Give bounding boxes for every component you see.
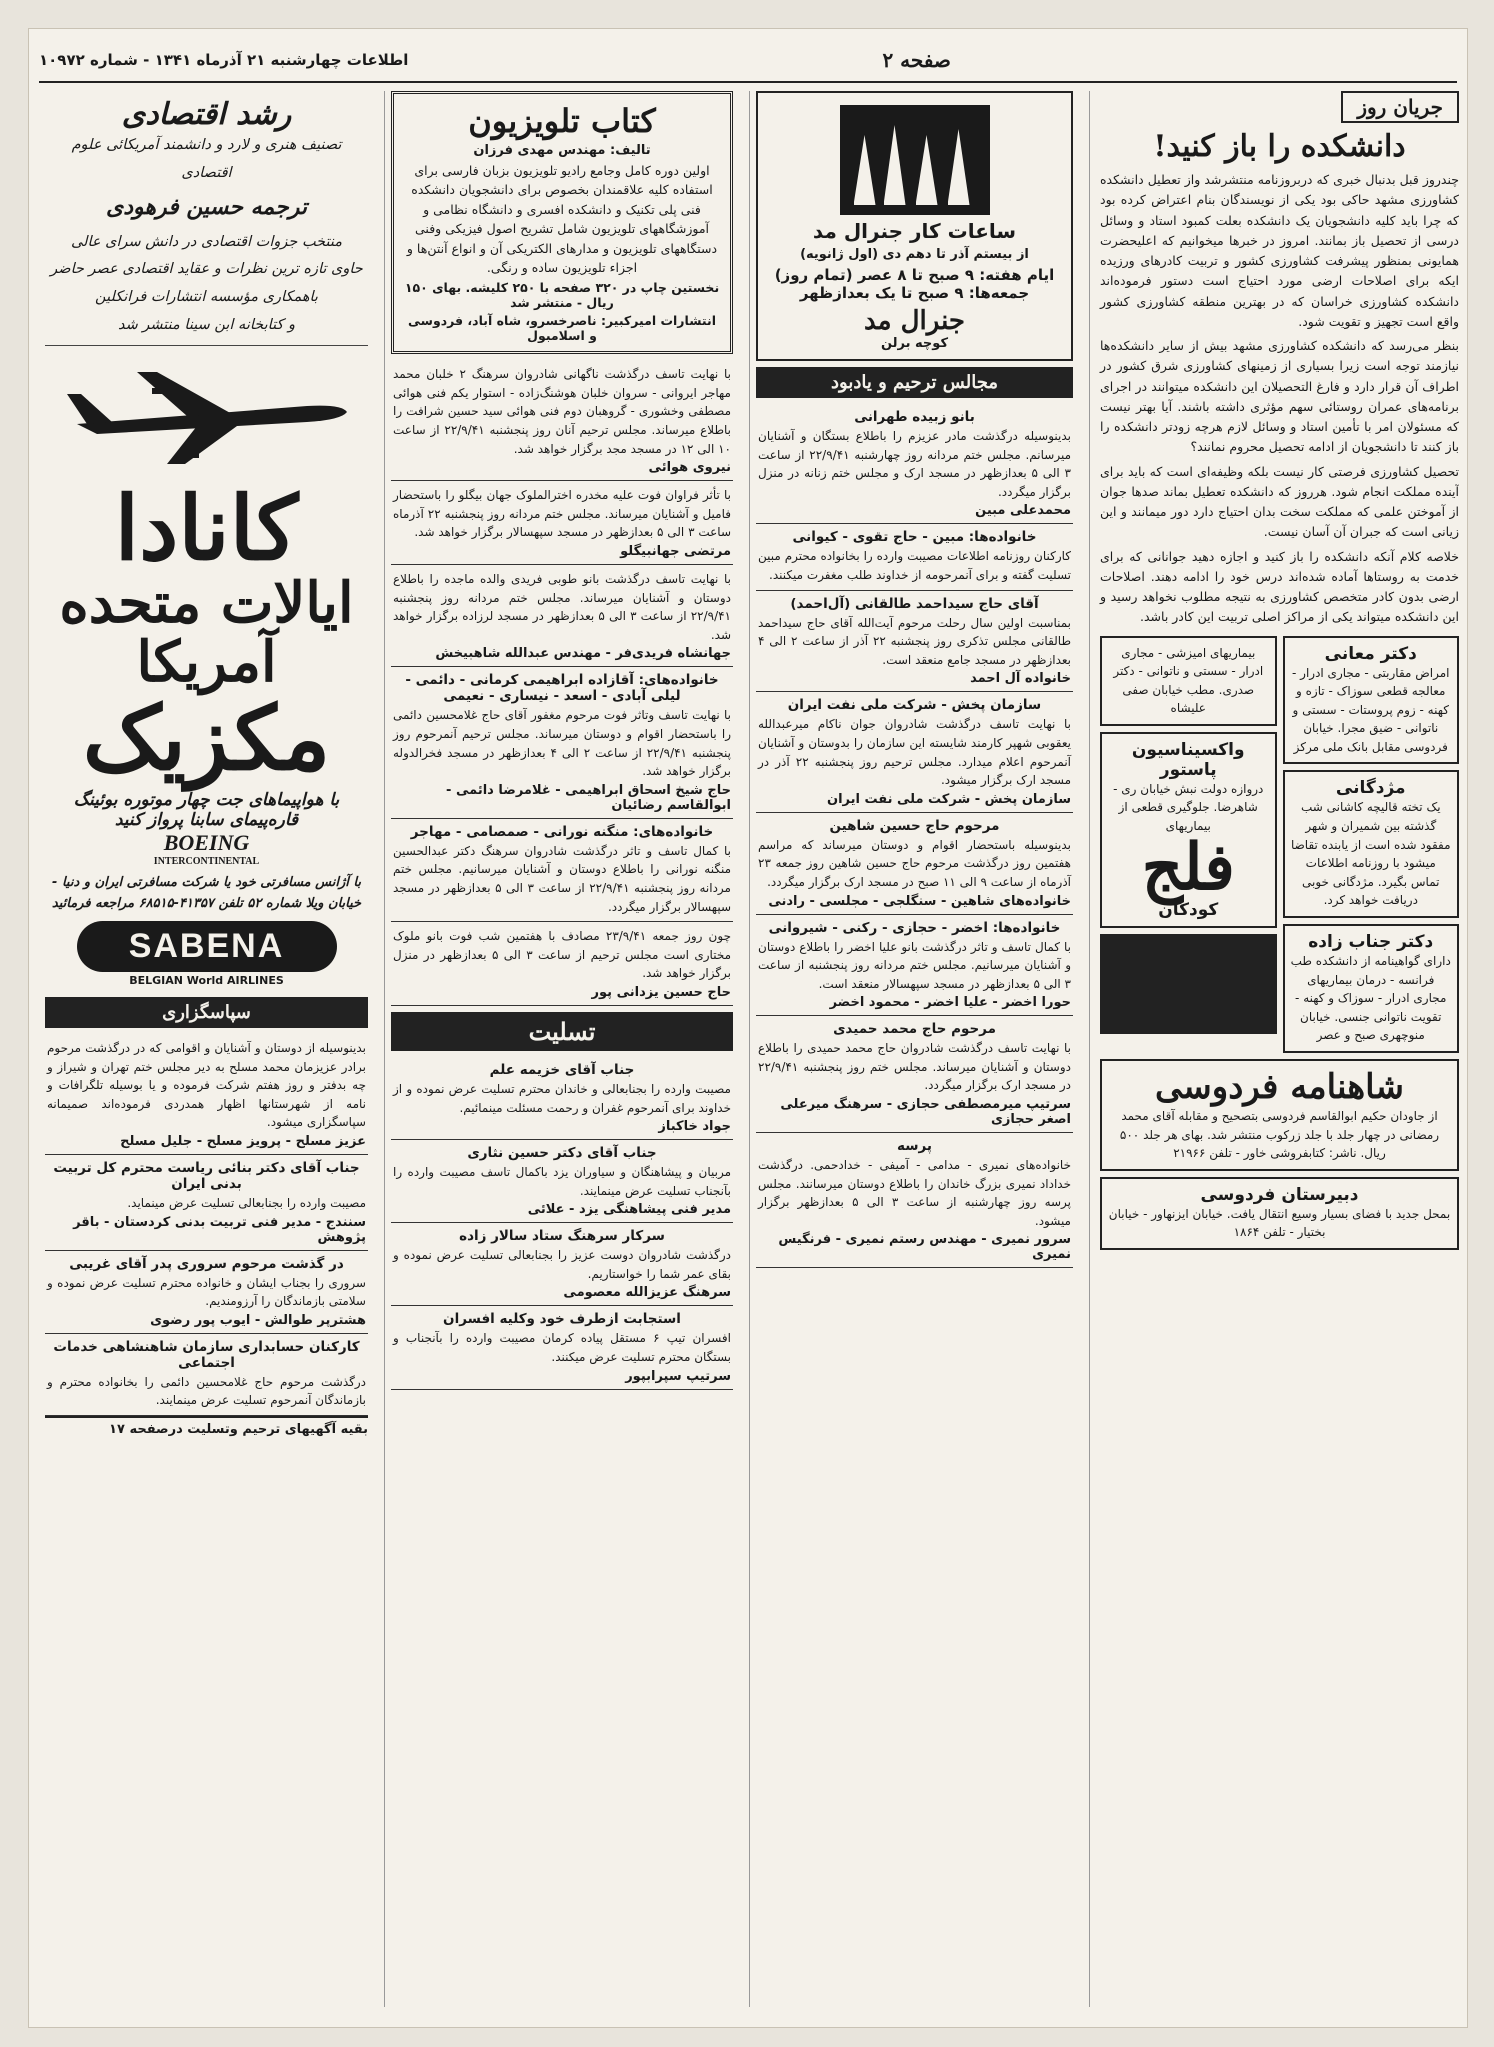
notice-body: بدینوسیله درگذشت مادر عزیزم را باطلاع بستگان و آشنایان میرسانم. مجلس ختم مردانه روز چهارشنبه ۲۲/۹/۴۱ از ساعت ۳ الی ۵ بعدازظهر در مسجد ارک و مجلس ختم زنانه در منزل برگزار میگردد. [758,429,1071,499]
ad-falaj: فلج [1141,829,1235,905]
ad-title: دبیرستان فردوسی [1200,1184,1359,1205]
ad-vaccine [1100,732,1277,928]
notice-signature: جواد خاکباز [658,1119,731,1135]
notice-heading: کارکنان حسابداری سازمان شاهنشاهی خدمات اجتماعی [53,1338,360,1371]
ad-price: نخستین چاپ در ۳۲۰ صفحه با ۲۵۰ کلیشه. بهای ۱۵۰ ریال - منتشر شد [404,280,720,311]
notice-heading: استجابت ازطرف خود وکلیه افسران [443,1311,681,1328]
ad-title: کتاب تلویزیون [468,102,656,140]
ad-sabena [45,354,368,987]
boeing-brand: BOEING [163,830,250,856]
notice-signature: حاج حسین یزدانی پور [591,984,731,1000]
notice-signature: سرتیپ میرمصطفی حجازی - سرهنگ میرعلی اصغر حجازی [780,1097,1071,1128]
article-paragraph: چندروز قبل بدنبال خبری که دربروزنامه منتشرشد واز تعطیل دانشکده کشاورزی مشهد حاکی بود یکی از نویسندگان بنام اعتراض کرده بود که چرا باید کلیه دانشجویان یک دانشکده بعلت کمبود استاد و وسائل درسی از تحصیل باز بمانند. امروز در خبرها میخوانیم که اعلیحضرت همایونی بمنظور پیشرفت کشاورزی کشور و تربیت کادرهای ورزیده ایکه برای اصلاحات ارضی مورد احتیاج است دستور فرموده‌اند دانشکده کشاورزی خراسان که در بهترین منطقه کشاورزی کشور واقع است تجهیز و تقویت شود. [1100,172,1459,329]
ad-line: حاوی تازه ترین نظرات و عقاید اقتصادی عصر حاضر [50,261,363,278]
notice-signature: حاج شیخ اسحاق ابراهیمی - غلامرضا دائمی - ابوالقاسم رضائیان [446,782,731,813]
ad-hours-week: ایام هفته: ۹ صبح تا ۸ عصر (تمام روز) [774,266,1055,284]
ad-body: امراض مقاربتی - مجاری ادرار - معالجه قطعی سوزاک - تازه و کهنه - زوم پروستات - سستی و ناتوانی - ضیق مجرا. خیابان فردوسی مقابل بانک ملی مرکز [1292,665,1450,754]
ad-stack [1283,636,1460,1060]
notice [756,591,1073,693]
notice-body: با نهایت تاسف درگذشت بانو طوبی فریدی والده ماجده را باطلاع دوستان و آشنایان میرساند. مجلس ختم مردانه روز پنجشنبه ۲۲/۹/۴۱ از ساعت ۳ الی ۵ بعدازظهر در مسجد لرزاده برگزار خواهد شد. [393,572,731,642]
notice [756,1016,1073,1133]
ad-title: دکتر معانی [1324,643,1417,664]
notice [391,1223,733,1306]
ad-body: از جاودان حکیم ابوالقاسم فردوسی بتصحیح و مقابله آقای محمد رمضانی در چهار جلد با جلد زرکوب منتشر شد. بهای هر جلد ۵۰۰ ریال. ناشر: کتابفروشی خاور - تلفن ۲۱۹۶۶ [1119,1109,1440,1161]
ad-body: یک تخته قالیچه کاشانی شب گذشته بین شمیران و شهر مفقود شده است از یابنده تقاضا میشود با روزنامه اطلاعات تماس بگیرد. مژدگانی خوبی دریافت خواهد کرد. [1290,800,1451,908]
notice-signature: نیروی هوائی [648,460,731,476]
section-title-condolence: تسلیت [391,1012,733,1051]
section-title: جریان روز [1341,91,1459,123]
notice [756,692,1073,812]
ad-stack [1100,636,1277,1060]
section-title-memorial: مجالس ترحیم و یادبود [756,367,1073,398]
notice-heading: مرحوم حاج حسین شاهین [829,817,1000,834]
notice [756,524,1073,590]
ad-maani [1283,636,1460,765]
notice [391,360,733,481]
ad-usa: ایالات متحده آمریکا [59,570,354,696]
notice-signature: جهانشاه فریدی‌فر - مهندس عبدالله شاهبیخش [435,646,731,662]
section-title-thanks: سپاسگزاری [45,997,368,1028]
notice [391,922,733,1006]
ad-school [1100,1177,1459,1250]
notice [45,1251,368,1334]
notice [391,819,733,922]
notice-heading: مرحوم حاج محمد حمیدی [833,1021,996,1038]
notice-body: با کمال تاسف و تاثر درگذشت بانو علیا اخضر را باطلاع دوستان و آشنایان میرسانیم. مجلس ختم مردانه روز پنجشنبه از ساعت ۳ الی ۵ بعدازظهر در مسجد سپهسالار منعقد است. [758,939,1071,991]
ad-body: بیماریهای امیزشی - مجاری ادرار - سستی و ناتوانی - دکتر صدری. مطب خیابان صفی علیشاه [1113,645,1264,716]
ad-economic-growth [45,91,368,346]
notice-signature: مرتضی جهانبیگلو [620,544,731,559]
notice [756,1133,1073,1268]
page-footer: بقیه آگهیهای ترحیم وتسلیت درصفحه ۱۷ [45,1416,368,1441]
notice-signature: عزیز مسلح - پرویز مسلح - جلیل مسلح [120,1134,366,1150]
column-2 [749,91,1079,2007]
ad-brand: جنرال مد [863,306,965,336]
notice-signature: محمدعلی مبین [975,503,1071,519]
notice-heading: خانواده‌ها: مبین - حاج تقوی - کیوانی [792,529,1037,546]
notice-body: بمناسبت اولین سال رحلت مرحوم آیت‌الله آقای حاج سیداحمد طالقانی مجلس تذکری روز پنجشنبه ۲۲ آذر از ساعت ۲ الی ۴ بعدازظهر در مسجد جامع منعقد است. [758,615,1072,667]
ad-subtitle: کودکان [1158,899,1219,920]
notice-body: خانواده‌های نمیری - مدامی - آمیفی - خدادحمی. درگذشت خداداد نمیری بزرگ خاندان را باطلاع دوستان میرسانند. مجلس پرسه روز چهارشنبه از ساعت ۳ الی ۵ بعدازظهر برگزار میشود. [758,1158,1072,1228]
column-3 [384,91,739,2007]
article-paragraph: بنظر می‌رسد که دانشکده کشاورزی مشهد بیش از سایر دانشکده‌ها نیازمند توجه است زیرا بسیاری از زمینهای کشاورزی شرق کشور در اطراف آن قرار دارد و فارغ التحصیلان این دانشکده میتوانند در اجرای برنامه‌های عمران روستائی سهم مؤثری داشته باشند. آیا بهتر نیست که مسئولان امر با تأمین استاد و وسائل لازم هرچه زودتر دانشکده را باز کنند تا دانشجویان از ادامه تحصیل محروم نمانند؟ [1100,338,1459,455]
ad-canada: کانادا [114,476,299,581]
airplane-icon [57,354,357,474]
ad-hours-friday: جمعه‌ها: ۹ صبح تا یک بعدازظهر [799,284,1030,302]
ad-title: رشد اقتصادی [121,97,292,132]
notice-body: بدینوسیله باستحضار اقوام و دوستان میرساند که مراسم هفتمین روز درگذشت مرحوم حاج حسین شاهین روز جمعه ۲۳ آذرماه از ساعت ۹ الی ۱۱ صبح در مسجد ارک برگزار میگردد. [758,837,1071,889]
notice-heading: بانو زبیده طهرانی [854,409,975,425]
ad-body: بمحل جدید با فضای بسیار وسیع انتقال یافت. خیابان ایزنهاور - خیابان بختیار - تلفن ۱۸۶۴ [1108,1206,1451,1240]
ad-body: دروازه دولت نبش خیابان ری - شاهرضا. جلوگیری قطعی از بیماریهای [1113,781,1264,834]
notice [391,565,733,667]
notice-body: درگذشت شادروان دوست عزیز را بجنابعالی تسلیت عرض نموده و بقای عمر شما را خواستاریم. [393,1248,731,1281]
notice-heading: پرسه [897,1138,932,1155]
ad-title: واکسیناسیون پاستور [1131,739,1245,780]
sabena-subtitle: BELGIAN World AIRLINES [129,974,284,988]
ad-body: اولین دوره کامل وجامع رادیو تلویزیون بزبان فارسی برای استفاده کلیه علاقمندان بخصوص برای دانشجویان دانشکده فنی پلی تکنیک و دانشکده افسری و دانشگاه نظامی و آموزشگاههای تلویزیون شامل تشریح اصول فیزیکی وفنی دستگاههای تلویزیون و مدارهای الکتریکی آن و انواع آنتن‌ها و اجزاء تلویزیون ساده و رنگی. [406,163,718,275]
notice-body: مصیبت وارده را بجنابعالی و خاندان محترم تسلیت عرض نموده و از خداوند برای آنمرحوم غفران و رحمت مسئلت مینمائیم. [393,1081,731,1115]
notice-heading: خانواده‌ها: اخضر - حجازی - رکنی - شیروانی [768,919,1061,936]
ad-address: کوچه برلن [880,336,949,351]
notice-signature: حورا اخضر - علیا اخضر - محمود اخضر [829,995,1071,1011]
notice-body: با نهایت تاسف درگذشت شادروان حاج محمد حمیدی را باطلاع دوستان و آشنایان میرساند. مجلس ختم روز پنجشنبه ۲۲/۹/۴۱ در مسجد ارک برگزار میگردد. [758,1041,1071,1093]
ad-line: تصنیف هنری و لارد و دانشمند آمریکائی علوم اقتصادی [71,137,342,181]
ad-line: قاره‌پیمای سابنا پرواز کنید [114,810,299,831]
notice-signature: سرور نمیری - مهندس رستم نمیری - فرنگیس نمیری [778,1232,1071,1263]
notice [45,1334,368,1416]
notice-body: بدینوسیله از دوستان و آشنایان و اقوامی که در درگذشت مرحوم برادر عزیزمان محمد مسلح به دیر مجلس ختم تهران و شیراز و چه بدفتر و روز هفتم شرکت فرموده و یا بوسیله تلگرافات و نامه از شهرستانها اظهار همدردی فرموده‌اند صمیمانه سپاسگزاری میشود. [47,1041,366,1130]
ad-title: مژدگانی [1335,778,1406,799]
notice-body: با نهایت تاسف درگذشت شادروان جوان ناکام میرعبدالله یعقوبی شهپر کارمند شایسته این سازمان را بدوستان و آشنایان آنمرحوم اعلام میدارد. مجلس ترحیم روز پنجشنبه ۲۲ آذر در مسجد ارک برگزار میشود. [758,717,1071,788]
notice-body: با نهایت تاسف درگذشت ناگهانی شادروان سرهنگ ۲ خلبان محمد مهاجر ایروانی - سروان خلبان هوشنگ‌زاده - استوار یکم فنی هوائی مصطفی وخشوری - گروهبان دوم فنی هوائی سید حسین شرافت را باطلاع میرساند. مجلس ترحیم آنان روز پنجشنبه ۲۲/۹/۴۱ از ساعت ۱۰ الی ۱۲ در مسجد مجد برگزار خواهد شد. [393,367,731,456]
notice-heading: در گذشت مرحوم سروری پدر آقای غریبی [69,1255,344,1272]
ad-author: تالیف: مهندس مهدی فرزان [473,143,651,158]
ad-shahnameh [1100,1059,1459,1171]
notice-signature: خانواده‌های شاهین - سنگلجی - مجلسی - رادنی [768,893,1071,909]
notice-heading: خانواده‌های: آقازاده ابراهیمی کرمانی - دائمی - لیلی آبادی - اسعد - نیساری - نعیمی [405,672,719,705]
ad-agent: با آژانس مسافرتی خود یا شرکت مسافرتی ایران و دنیا - خیابان ویلا شماره ۵۲ تلفن ۴۱۳۵۷-۶۸۵۱۵ مراجعه فرمائید [51,875,362,912]
figure-shape [884,125,906,205]
notice-signature: مدیر فنی پیشاهنگی یزد - علائی [527,1202,731,1218]
notice-heading: جناب آقای دکتر بنائی ریاست محترم کل تربیت بدنی ایران [53,1160,360,1193]
notice-body: با کمال تاسف و تاثر درگذشت شادروان سرهنگ دکتر عبدالحسین منگنه نورانی را باطلاع دوستان و آشنایان میرسانیم. مجلس ختم مردانه روز پنجشنبه ۲۲/۹/۴۱ از ساعت ۳ الی ۵ بعدازظهر در مسجد سپهسالار برگزار میگردد. [393,843,731,914]
notice [391,667,733,818]
notice-body: درگذشت مرحوم حاج غلامحسین دائمی را بخانواده محترم و بازماندگان آنمرحوم تسلیت عرض مینمایند. [47,1374,366,1408]
figure-shape [854,135,876,205]
notice-body: مصیبت وارده را بجنابعالی تسلیت عرض مینماید. [127,1196,366,1211]
notice-body: سروری را بجناب ایشان و خانواده محترم تسلیت عرض نموده و سلامتی بازماندگان را آرزومندیم. [47,1275,366,1309]
notice [45,1034,368,1155]
ad-line: و کتابخانه ابن سینا منتشر شد [117,316,295,333]
notice-signature: سازمان پخش - شرکت ملی نفت ایران [826,791,1071,807]
notice-body: افسران تیپ ۶ مستقل پیاده کرمان مصیبت وارده را بآنجناب و بستگان محترم تسلیت عرض میکنند. [393,1331,731,1365]
notice-body: با نهایت تاسف وتاثر فوت مرحوم مغفور آقای حاج غلامحسین دائمی را باستحضار اقوام و دوستان میرساند. مجلس ترحیم آنمرحوم روز پنجشنبه ۲۲/۹/۴۱ از ساعت ۲ الی ۴ بعدازظهر در مسجد فخرالدوله برگزار خواهد شد. [393,708,731,779]
ad-clinic [1100,636,1277,726]
ad-jenabzadeh [1283,924,1460,1053]
notice-body: با تأثر فراوان فوت علیه مخدره اخترالملوک جهان بیگلو را باستحضار فامیل و آشنایان میرساند. مجلس ختم مردانه روز پنجشنبه ۲۲ آذرماه ساعت ۳ الی ۵ بعدازظهر در مسجد سپهسالار برگزار خواهد شد. [393,488,731,540]
notice-signature: هشترپر طوالش - ایوب پور رضوی [150,1312,366,1328]
notice-heading: سازمان پخش - شرکت ملی نفت ایران [787,697,1042,714]
notice-heading: جناب آقای دکتر حسین نثاری [467,1145,657,1162]
notice [391,1140,733,1223]
notice-signature: سنندج - مدیر فنی تربیت بدنی کردستان - باقر پژوهش [73,1214,366,1245]
notice-heading: خانواده‌های: منگنه نورانی - صمصامی - مهاجر [410,823,714,840]
ad-tv-book [391,91,733,354]
notice [45,1155,368,1251]
ad-body: دارای گواهینامه از دانشکده طب فرانسه - درمان بیماریهای مجاری ادرار - سوزاک و کهنه - تقویت ناتوانی جنسی. خیابان منوچهری صبح و عصر [1290,954,1451,1043]
ad-mexico: مکزیک [82,686,331,791]
ad-row [1100,636,1459,1060]
notice [391,1057,733,1140]
notice [391,1306,733,1389]
ad-date: از بیستم آذر تا دهم دی (اول ژانویه) [800,247,1029,262]
right-column [1089,91,1459,2007]
issue-info: اطلاعات چهارشنبه ۲۱ آذرماه ۱۳۴۱ - شماره ۱۰۹۷۲ [39,51,409,69]
article-paragraph: تحصیل کشاورزی فرصتی کار نیست بلکه وظیفه‌ای است که باید برای آینده مملکت انجام شود. هرروز که دانشکده تعطیل بماند صدها جوان از آموختن علمی که مملکت سخت بدان احتیاج دارد دور میمانند و این زیانی است که جبران آن آسان نیست. [1100,463,1459,540]
notice [756,404,1073,524]
left-column [39,91,374,2007]
ad-title: شاهنامه فردوسی [1154,1067,1405,1107]
boeing-logo [45,830,368,867]
ad-title: دکتر جناب زاده [1308,932,1434,953]
ad-publisher: انتشارات امیرکبیر: ناصرخسرو، شاه آباد، فردوسی و اسلامبول [408,313,716,344]
article-paragraph: خلاصه کلام آنکه دانشکده را باز کنید و اجازه دهید جوانانی که برای خدمت به روستاها آماده شده‌اند درس خود را ادامه دهند. اصلاحات ارضی بدون کادر متخصص کشاورزی به نتیجه مطلوب نخواهد رسید و این دانشکده میتواند یکی از مراکز اصلی تربیت این کادر باشد. [1100,548,1459,625]
dark-ad-image [1100,934,1277,1034]
notice-heading: سرکار سرهنگ ستاد سالار زاده [459,1228,665,1245]
notice-body: چون روز جمعه ۲۳/۹/۴۱ مصادف با هفتمین شب فوت بانو ملوک مختاری است مجلس ترحیم از ساعت ۳ الی ۵ بعدازظهر در منزل برگزار خواهد شد. [393,929,731,981]
notice-signature: سرهنگ عزیزالله معصومی [563,1285,731,1301]
figure-shape [916,135,938,205]
newspaper-page [28,28,1468,2028]
notice [756,813,1073,915]
fashion-figures-illustration [840,105,990,215]
notice [391,481,733,565]
notice-heading: جناب آقای خزیمه علم [489,1061,635,1078]
figure-shape [948,129,970,205]
ad-mojdegani [1283,770,1460,918]
notice-body: مربیان و پیشاهنگان و سیاوران یزد باکمال تاسف مصیبت وارده را بآنجناب تسلیت عرض مینمایند. [393,1165,731,1198]
masthead [39,39,1457,83]
notice-signature: سرتیپ سپرابپور [625,1368,731,1384]
ad-title: ساعات کار جنرال مد [812,219,1017,243]
ad-general-mod [756,91,1073,361]
notice-signature: خانواده آل احمد [970,671,1071,687]
notice [756,915,1073,1017]
ad-line: ترجمه حسین فرهودی [106,195,307,221]
page-number: صفحه ۲ [882,48,951,72]
ad-line: باهمکاری مؤسسه انتشارات فرانکلین [95,288,318,305]
notice-body: کارکنان روزنامه اطلاعات مصیبت وارده را بخانواده محترم مبین تسلیت گفته و برای آنمرحومه از خداوند طلب مغفرت میکنند. [758,549,1071,582]
ad-line: با هواپیماهای جت چهار موتوره بوئینگ [73,790,340,811]
article-title: دانشکده را باز کنید! [1153,129,1406,164]
notice-heading: آقای حاج سیداحمد طالقانی (آل‌احمد) [790,595,1039,612]
ad-line: منتخب جزوات اقتصادی در دانش سرای عالی [70,233,343,250]
sabena-logo: SABENA [77,921,337,972]
boeing-sub: INTERCONTINENTAL [153,856,260,868]
